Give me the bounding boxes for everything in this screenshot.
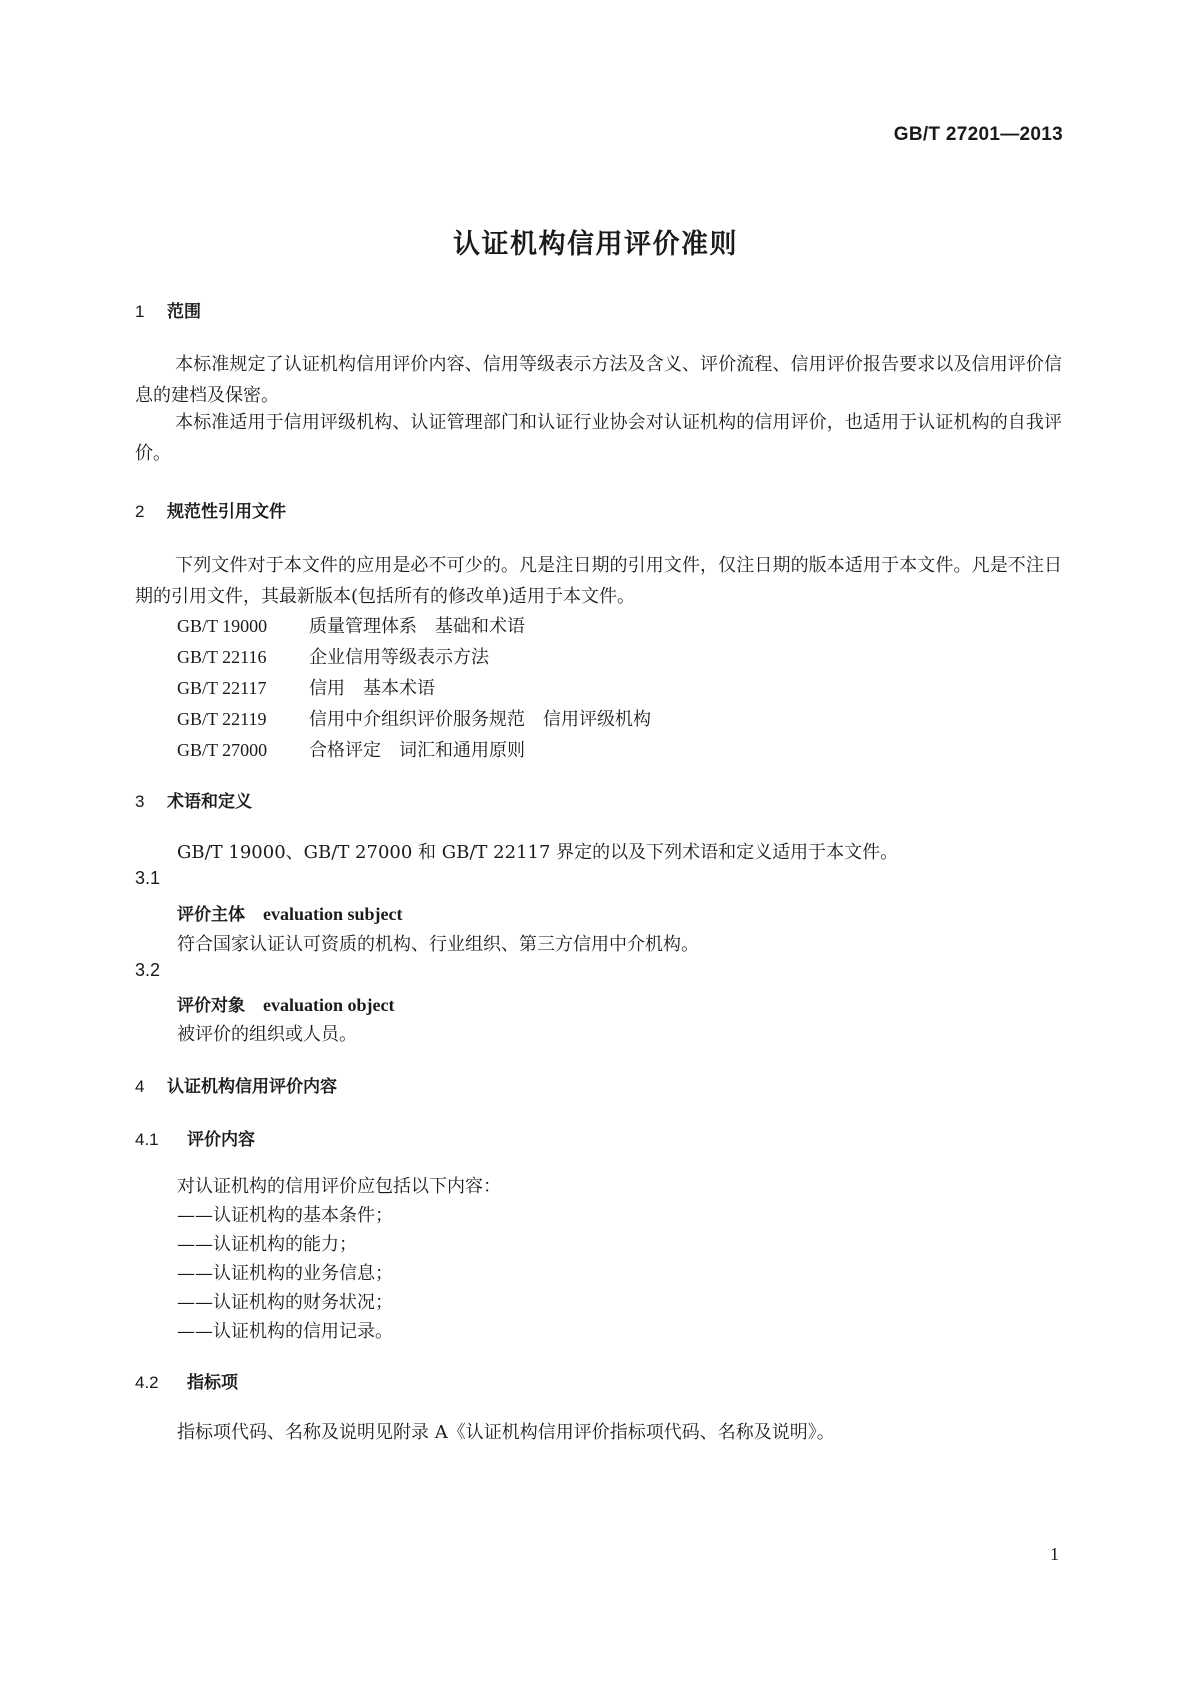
reference-item: GB/T 22117 信用 基本术语 bbox=[177, 678, 435, 699]
section-2-title: 规范性引用文件 bbox=[167, 502, 286, 522]
section-1-paragraph-1: 本标准规定了认证机构信用评价内容、信用等级表示方法及含义、评价流程、信用评价报告要求以及信用评价信息的建档及保密。 bbox=[135, 354, 1062, 406]
section-4-2-text: 指标项代码、名称及说明见附录 A《认证机构信用评价指标项代码、名称及说明》。 bbox=[177, 1422, 835, 1443]
section-4-1-intro: 对认证机构的信用评价应包括以下内容： bbox=[177, 1176, 501, 1197]
section-4-2-heading bbox=[135, 1368, 238, 1393]
term-number: 3.2 bbox=[135, 960, 161, 980]
section-3-heading bbox=[135, 787, 252, 812]
section-3-intro: GB/T 19000、GB/T 27000 和 GB/T 22117 界定的以及下列术语和定义适用于本文件。 bbox=[177, 842, 899, 863]
section-4-number: 4 bbox=[135, 1077, 145, 1096]
section-3-number: 3 bbox=[135, 792, 145, 811]
section-1-number: 1 bbox=[135, 302, 145, 321]
list-item: ——认证机构的能力； bbox=[177, 1234, 357, 1255]
reference-item: GB/T 27000 合格评定 词汇和通用原则 bbox=[177, 740, 525, 761]
reference-item: GB/T 19000 质量管理体系 基础和术语 bbox=[177, 616, 525, 637]
section-3-title: 术语和定义 bbox=[167, 792, 252, 812]
document-title: 认证机构信用评价准则 bbox=[453, 229, 738, 260]
list-item: ——认证机构的业务信息； bbox=[177, 1263, 393, 1284]
section-1-paragraph-2: 本标准适用于信用评级机构、认证管理部门和认证行业协会对认证机构的信用评价，也适用于认证机构的自我评价。 bbox=[135, 412, 1062, 464]
section-2-number: 2 bbox=[135, 502, 145, 521]
list-item: ——认证机构的财务状况； bbox=[177, 1292, 393, 1313]
section-4-heading bbox=[135, 1072, 337, 1097]
section-4-1-title: 评价内容 bbox=[187, 1130, 255, 1150]
section-4-title: 认证机构信用评价内容 bbox=[167, 1077, 337, 1097]
term-number: 3.1 bbox=[135, 868, 161, 888]
section-2-paragraph-1: 下列文件对于本文件的应用是必不可少的。凡是注日期的引用文件，仅注日期的版本适用于本文件。凡是不注日期的引用文件，其最新版本(包括所有的修改单)适用于本文件。 bbox=[135, 555, 1062, 607]
section-4-1-heading bbox=[135, 1125, 255, 1150]
term-definition: 被评价的组织或人员。 bbox=[177, 1024, 357, 1045]
list-item: ——认证机构的基本条件； bbox=[177, 1205, 393, 1226]
document-code: GB/T 27201—2013 bbox=[893, 124, 1063, 145]
section-1-title: 范围 bbox=[167, 302, 201, 322]
term-definition: 符合国家认证认可资质的机构、行业组织、第三方信用中介机构。 bbox=[177, 934, 699, 955]
term-title: 评价对象 evaluation object bbox=[177, 995, 395, 1016]
reference-item: GB/T 22119 信用中介组织评价服务规范 信用评级机构 bbox=[177, 709, 651, 730]
term-title: 评价主体 evaluation subject bbox=[177, 904, 403, 925]
list-item: ——认证机构的信用记录。 bbox=[177, 1321, 393, 1342]
section-2-heading bbox=[135, 497, 286, 522]
section-1-heading bbox=[135, 297, 201, 322]
reference-item: GB/T 22116 企业信用等级表示方法 bbox=[177, 647, 489, 668]
page-number: 1 bbox=[1050, 1544, 1059, 1564]
section-4-2-title: 指标项 bbox=[187, 1373, 238, 1393]
section-4-2-number: 4.2 bbox=[135, 1373, 159, 1392]
section-4-1-number: 4.1 bbox=[135, 1130, 159, 1149]
